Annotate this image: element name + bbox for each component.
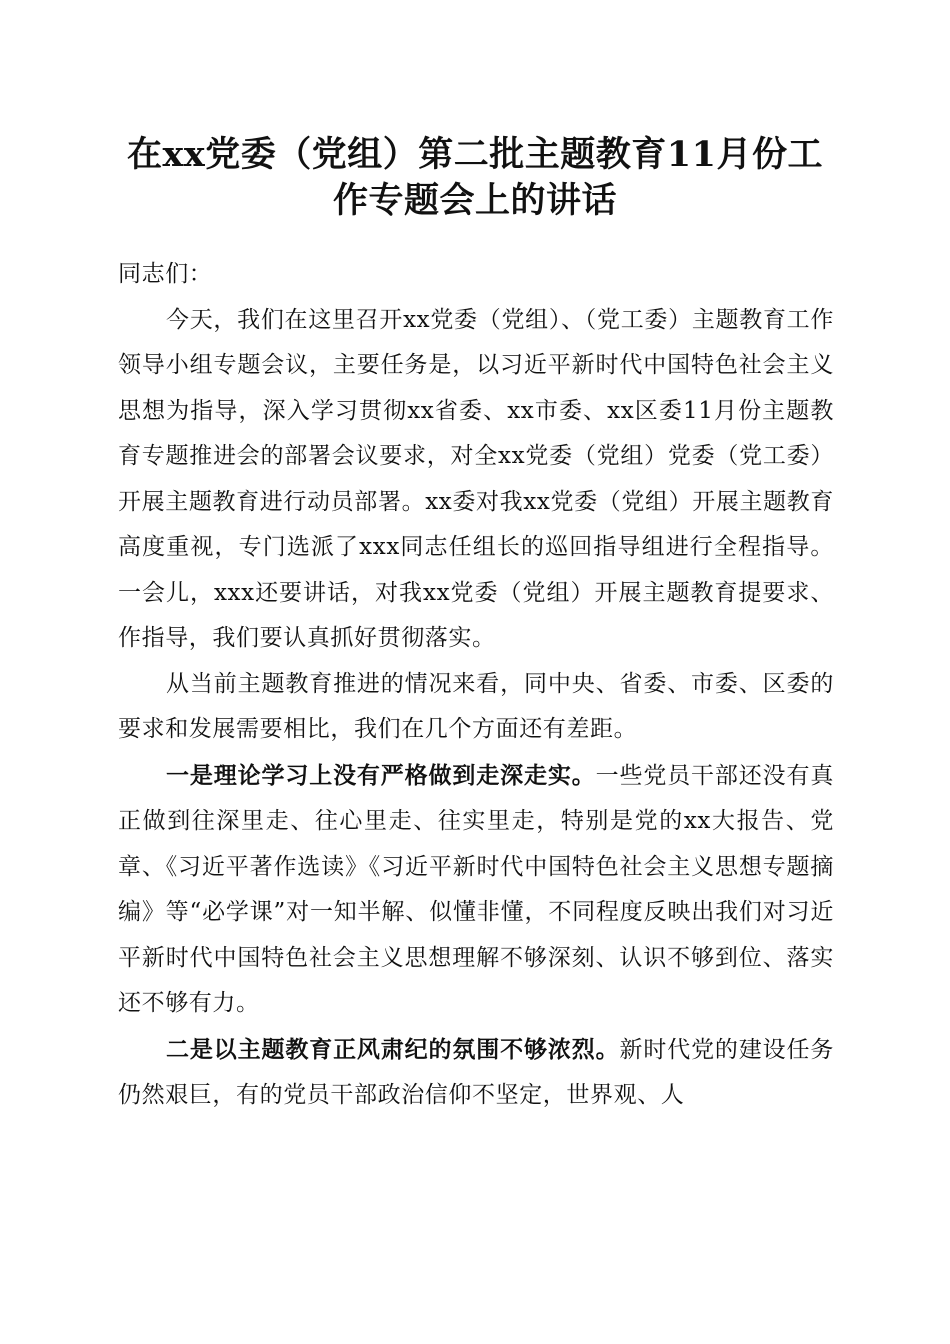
paragraph-text: 一些党员干部还没有真正做到往深里走、往心里走、往实里走，特别是党的xx大报告、党章、《习近平著作选读》《习近平新时代中国特色社会主义思想专题摘编》等“必学课”对一知半解、似懂非懂，不同程度反映出我们对习近平新时代中国特色社会主义思想理解不够深刻、认识不够到位、落实还不够有力。 (118, 762, 834, 1016)
paragraph-point-two (118, 1027, 834, 1119)
title-line-1: 在xx党委（党组）第二批主题教育11月份工 (127, 134, 823, 175)
paragraph-text: 从当前主题教育推进的情况来看，同中央、省委、市委、区委的要求和发展需要相比，我们在几个方面还有差距。 (118, 670, 834, 742)
paragraph-lead: 二是以主题教育正风肃纪的氛围不够浓烈。 (166, 1035, 620, 1063)
document-title (100, 132, 850, 224)
document-body (118, 252, 834, 1119)
paragraph-gaps-intro (118, 662, 834, 753)
paragraph-opening (118, 298, 834, 662)
title-line-2: 作专题会上的讲话 (332, 180, 617, 221)
paragraph-text: 新时代党的建设任务仍然艰巨，有的党员干部政治信仰不坚定，世界观、人 (118, 1036, 834, 1108)
paragraph-point-one (118, 753, 834, 1027)
paragraph-lead: 一是理论学习上没有严格做到走深走实。 (166, 761, 596, 789)
paragraph-text: 今天，我们在这里召开xx党委（党组）、（党工委）主题教育工作领导小组专题会议，主要任务是，以习近平新时代中国特色社会主义思想为指导，深入学习贯彻xx省委、xx市委、xx区委11月份主题教育专题推进会的部署会议要求，对全xx党委（党组）党委（党工委）开展主题教育进行动员部署。xx委对我xx党委（党组）开展主题教育高度重视，专门选派了xxx同志任组长的巡回指导组进行全程指导。一会儿，xxx还要讲话，对我xx党委（党组）开展主题教育提要求、作指导，我们要认真抓好贯彻落实。 (118, 306, 834, 651)
salutation: 同志们： (118, 261, 213, 287)
